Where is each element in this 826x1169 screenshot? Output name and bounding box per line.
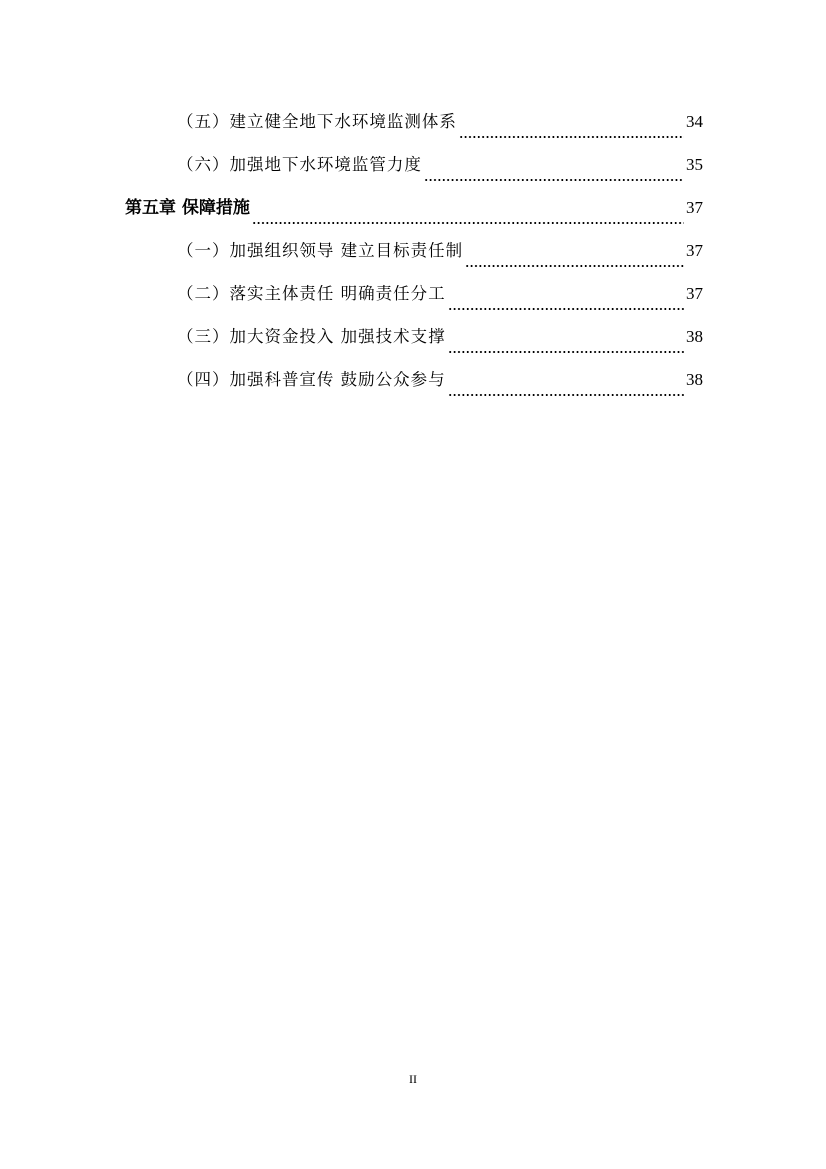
dot-leader (448, 340, 684, 354)
table-of-contents (125, 110, 703, 411)
toc-entry-page: 38 (686, 370, 703, 389)
toc-entry-page: 37 (686, 198, 703, 217)
toc-entry-title: （一）加强组织领导 建立目标责任制 (177, 241, 464, 260)
dot-leader (252, 211, 684, 225)
dot-leader (424, 168, 684, 182)
toc-entry-title: （二）落实主体责任 明确责任分工 (177, 284, 446, 303)
page-footer-number: II (409, 1072, 417, 1086)
toc-entry-page: 37 (686, 284, 703, 303)
toc-entry-title: （六）加强地下水环境监管力度 (177, 155, 422, 174)
toc-entry-title: （五）建立健全地下水环境监测体系 (177, 112, 457, 131)
toc-entry-page: 35 (686, 155, 703, 174)
toc-entry-2[interactable] (125, 282, 703, 325)
toc-entry-title: （四）加强科普宣传 鼓励公众参与 (177, 370, 446, 389)
toc-chapter-title: 第五章 保障措施 (125, 198, 250, 218)
dot-leader (448, 383, 684, 397)
toc-entry-6[interactable] (125, 153, 703, 196)
toc-entry-4[interactable] (125, 368, 703, 411)
dot-leader (448, 297, 684, 311)
toc-entry-page: 38 (686, 327, 703, 346)
toc-entry-3[interactable] (125, 325, 703, 368)
toc-entry-1[interactable] (125, 239, 703, 282)
toc-entry-5[interactable] (125, 110, 703, 153)
toc-entry-title: （三）加大资金投入 加强技术支撑 (177, 327, 446, 346)
toc-chapter-5[interactable] (125, 196, 703, 239)
toc-entry-page: 37 (686, 241, 703, 260)
dot-leader (465, 254, 684, 268)
toc-entry-page: 34 (686, 112, 703, 131)
dot-leader (459, 125, 684, 139)
